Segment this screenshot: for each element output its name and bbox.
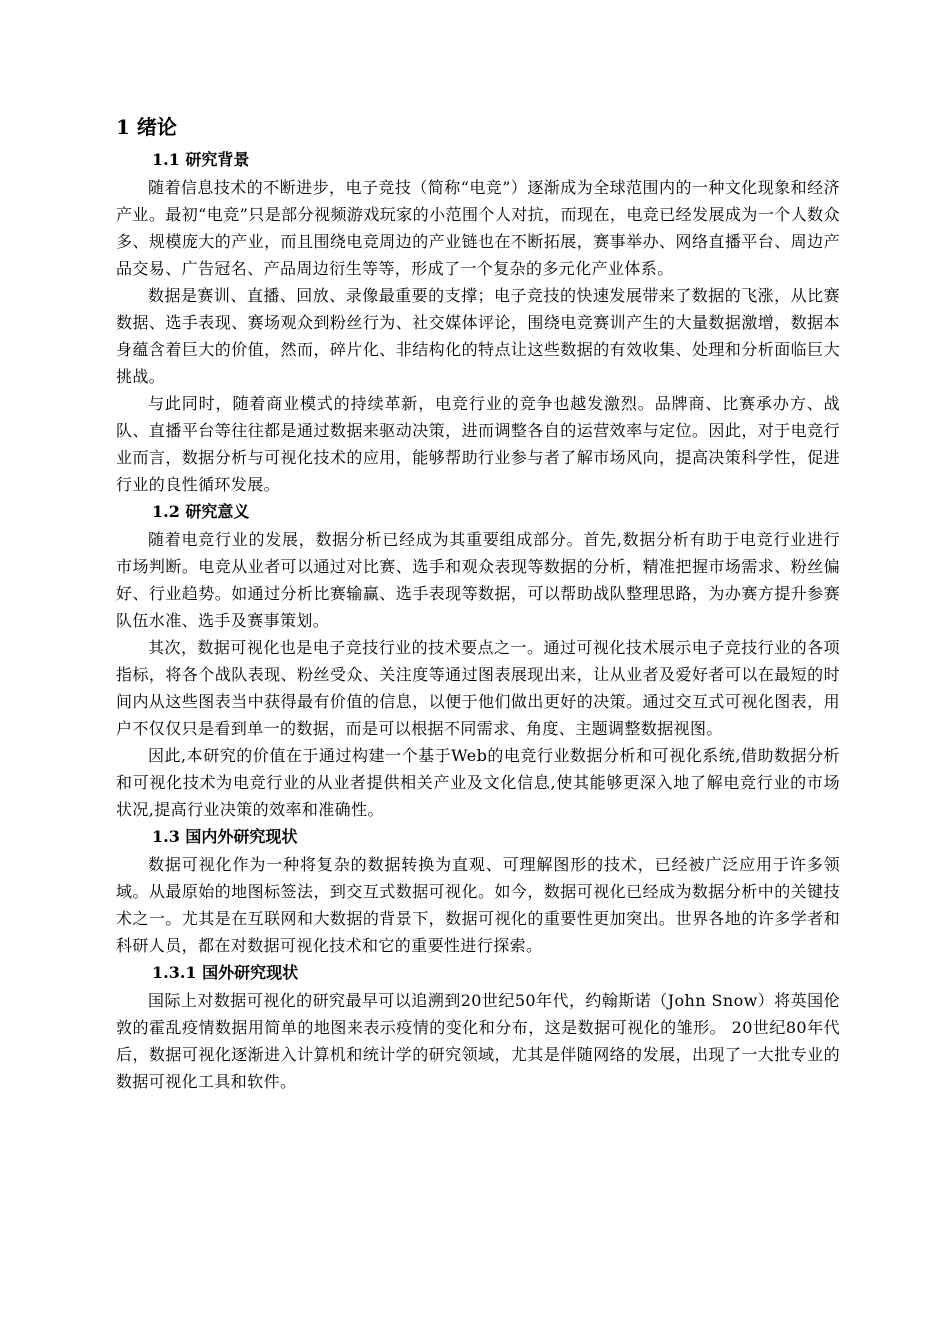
paragraph: 随着信息技术的不断进步，电子竞技（简称“电竞”）逐渐成为全球范围内的一种文化现象和经济产业。最初“电竞”只是部分视频游戏玩家的小范围个人对抗，而现在，电竞已经发展成为一个人数众多、规模庞大的产业，而且围绕电竞周边的产业链也在不断拓展，赛事举办、网络直播平台、周边产品交易、广告冠名、产品周边衍生等等，形成了一个复杂的多元化产业体系。: [116, 178, 840, 278]
paragraph: 与此同时，随着商业模式的持续革新，电竞行业的竞争也越发激烈。品牌商、比赛承办方、战队、直播平台等往往都是通过数据来驱动决策，进而调整各自的运营效率与定位。因此，对于电竞行业而言，数据分析与可视化技术的应用，能够帮助行业参与者了解市场风向，提高决策科学性，促进行业的良性循环发展。: [116, 394, 840, 494]
subsection-heading-foreign-research: 1.3.1 国外研究现状: [152, 963, 299, 982]
document-page: [116, 112, 840, 1095]
section-heading-research-significance: 1.2 研究意义: [152, 502, 250, 521]
chapter-title: 1 绪论: [116, 115, 177, 139]
paragraph: 国际上对数据可视化的研究最早可以追溯到20世纪50年代，约翰斯诺（John Snow）将英国伦敦的霍乱疫情数据用简单的地图来表示疫情的变化和分布，这是数据可视化的雏形。 20世纪80年代后，数据可视化逐渐进入计算机和统计学的研究领域，尤其是伴随网络的发展，出现了一大批专业的数据可视化工具和软件。: [116, 991, 840, 1091]
paragraph: 其次，数据可视化也是电子竞技行业的技术要点之一。通过可视化技术展示电子竞技行业的各项指标，将各个战队表现、粉丝受众、关注度等通过图表展现出来，让从业者及爱好者可以在最短的时间内从这些图表当中获得最有价值的信息，以便于他们做出更好的决策。通过交互式可视化图表，用户不仅仅只是看到单一的数据，而是可以根据不同需求、角度、主题调整数据视图。: [116, 638, 840, 738]
section-heading-research-status: 1.3 国内外研究现状: [152, 827, 298, 846]
paragraph: 数据是赛训、直播、回放、录像最重要的支撑；电子竞技的快速发展带来了数据的飞涨，从比赛数据、选手表现、赛场观众到粉丝行为、社交媒体评论，围绕电竞赛训产生的大量数据激增，数据本身蕴含着巨大的价值，然而，碎片化、非结构化的特点让这些数据的有效收集、处理和分析面临巨大挑战。: [116, 286, 840, 386]
paragraph: 因此,本研究的价值在于通过构建一个基于Web的电竞行业数据分析和可视化系统,借助数据分析和可视化技术为电竞行业的从业者提供相关产业及文化信息,使其能够更深入地了解电竞行业的市场状况,提高行业决策的效率和准确性。: [116, 746, 840, 819]
paragraph: 数据可视化作为一种将复杂的数据转换为直观、可理解图形的技术，已经被广泛应用于许多领域。从最原始的地图标签法，到交互式数据可视化。如今，数据可视化已经成为数据分析中的关键技术之一。尤其是在互联网和大数据的背景下，数据可视化的重要性更加突出。世界各地的许多学者和科研人员，都在对数据可视化技术和它的重要性进行探索。: [116, 855, 840, 955]
paragraph: 随着电竞行业的发展，数据分析已经成为其重要组成部分。首先,数据分析有助于电竞行业进行市场判断。电竞从业者可以通过对比赛、选手和观众表现等数据的分析，精准把握市场需求、粉丝偏好、行业趋势。如通过分析比赛输赢、选手表现等数据，可以帮助战队整理思路，为办赛方提升参赛队伍水准、选手及赛事策划。: [116, 530, 840, 630]
section-heading-research-background: 1.1 研究背景: [152, 150, 250, 169]
